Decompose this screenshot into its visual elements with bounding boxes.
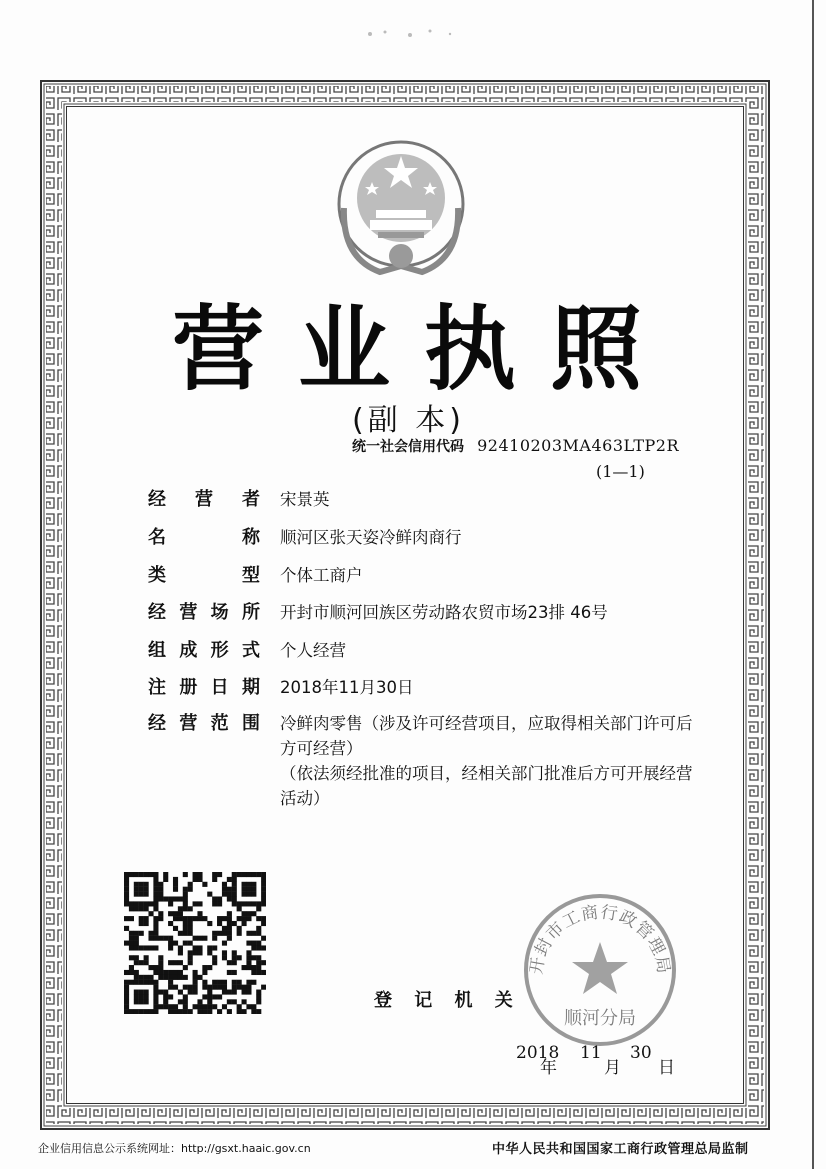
field-value-name: 顺河区张天姿冷鲜肉商行 — [280, 528, 462, 547]
scope-line: 方可经营） — [280, 739, 363, 758]
credit-code-label: 统一社会信用代码 — [352, 439, 464, 455]
field-value-composition: 个人经营 — [280, 641, 346, 660]
field-label: 经 营 范 围 — [148, 713, 260, 734]
field-value-registration-date: 2018年11月30日 — [280, 678, 414, 697]
issue-date-month: 11 — [580, 1043, 602, 1063]
qr-code — [124, 872, 266, 1014]
field-label: 名 称 — [148, 527, 260, 548]
scope-line: 冷鲜肉零售（涉及许可经营项目，应取得相关部门许可后 — [280, 714, 693, 733]
field-value-operator: 宋景英 — [280, 490, 330, 509]
footer-issuer: 中华人民共和国国家工商行政管理总局监制 — [492, 1142, 749, 1157]
seal-top-text: 开封市工商行政管理局 — [526, 902, 674, 976]
scope-line: 活动） — [280, 789, 330, 808]
issue-date-month-char: 月 — [604, 1058, 621, 1078]
field-value-address: 开封市顺河回族区劳动路农贸市场23排 46号 — [280, 603, 608, 622]
national-emblem-icon — [332, 138, 470, 278]
credit-code-value: 92410203MA463LTP2R — [477, 436, 679, 455]
seal-bottom-text: 顺河分局 — [564, 1008, 636, 1029]
field-label: 组 成 形 式 — [148, 640, 260, 661]
field-value-type: 个体工商户 — [280, 566, 363, 585]
field-label: 注 册 日 期 — [148, 677, 260, 698]
issue-date-day: 30 — [630, 1043, 652, 1063]
scope-line: （依法须经批准的项目，经相关部门批准后方可开展经营 — [280, 764, 693, 783]
issue-date-year: 2018 — [516, 1043, 560, 1063]
issue-date-day-char: 日 — [658, 1058, 675, 1078]
issue-date-year-char: 年 — [540, 1058, 557, 1078]
field-value-business-scope — [280, 711, 740, 811]
scan-artifact — [330, 22, 490, 42]
field-label: 经 营 场 所 — [148, 602, 260, 623]
page-edge — [812, 0, 814, 1169]
copy-number: (1—1) — [596, 462, 645, 481]
credit-code-line — [352, 436, 679, 457]
official-seal — [520, 890, 680, 1050]
field-label: 类 型 — [148, 565, 260, 586]
field-label: 经 营 者 — [148, 489, 260, 510]
document-title: 营业执照 — [171, 296, 676, 403]
footer-website: 企业信用信息公示系统网址：http://gsxt.haaic.gov.cn — [38, 1142, 311, 1155]
document-subtitle: (副 本) — [352, 403, 465, 438]
registration-authority-label: 登 记 机 关 — [374, 990, 521, 1011]
